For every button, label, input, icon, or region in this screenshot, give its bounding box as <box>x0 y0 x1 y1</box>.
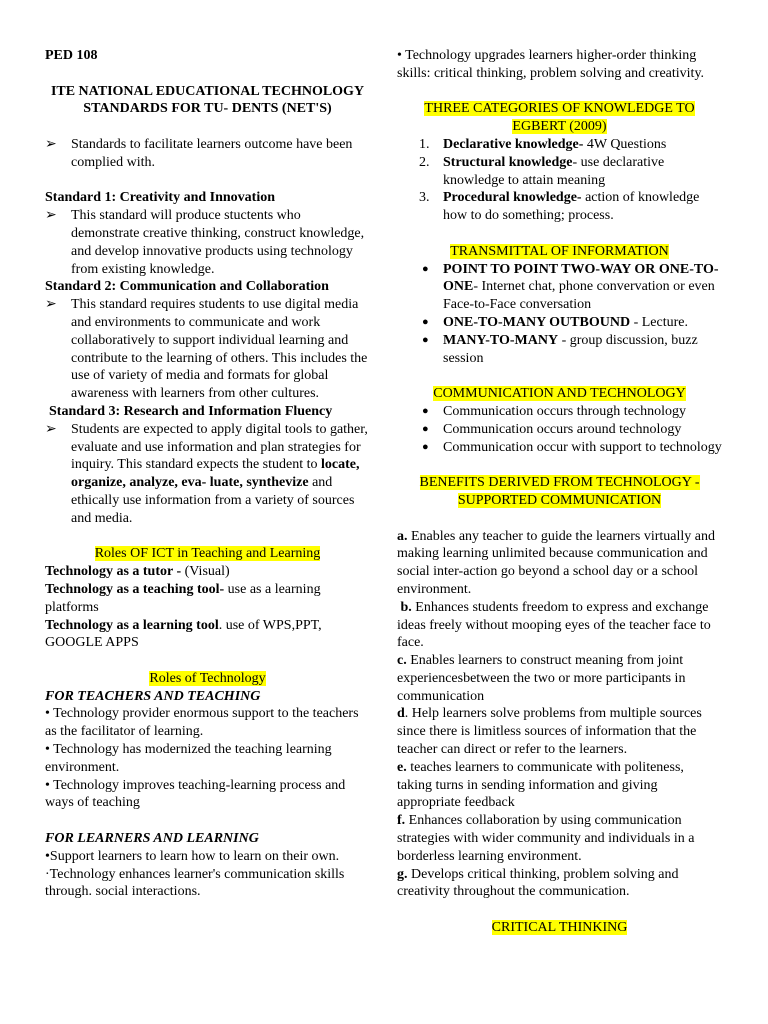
standard3-item <box>45 421 370 528</box>
bullet-icon: ● <box>422 404 429 417</box>
standard2-text: This standard requires students to use digital media and environments to communicate and work collaboratively to support individual learning and contribute to the learning of others. This includes the use of variety of media and formats for global awareness with learners from other cultures. <box>71 297 368 402</box>
roles-ict-heading: Roles OF ICT in Teaching and Learning <box>94 546 321 562</box>
roles-tech-heading: Roles of Technology <box>149 670 266 686</box>
learners-heading: FOR LEARNERS AND LEARNING <box>45 831 259 847</box>
comm-item-2: ● Communication occurs around technology <box>422 421 682 437</box>
critical-thinking-heading: CRITICAL THINKING <box>491 920 628 936</box>
egbert-item-1: 1. Declarative knowledge- 4W Questions <box>419 136 667 152</box>
arrow-bullet-icon: ➢ <box>45 297 57 313</box>
transmittal-item-1: ● POINT TO POINT TWO-WAY OR ONE-TO-ONE- Internet chat, phone convervation or even Face-to-Face conversation <box>422 261 719 313</box>
arrow-bullet-icon: ➢ <box>45 136 57 152</box>
standard1-item <box>45 207 370 278</box>
left-column <box>45 47 370 901</box>
roles-ict-item-3: Technology as a learning tool. use of WPS,PPT, GOOGLE APPS <box>45 617 322 651</box>
egbert-heading: THREE CATEGORIES OF KNOWLEDGE TO EGBERT (2009) <box>424 101 695 135</box>
standard2-heading: Standard 2: Communication and Collaboration <box>45 279 329 295</box>
bullet-icon: ● <box>422 333 429 346</box>
benefits-heading: BENEFITS DERIVED FROM TECHNOLOGY - SUPPORTED COMMUNICATION <box>419 475 700 508</box>
roles-ict-item-2: Technology as a teaching tool- use as a learning platforms <box>45 581 321 615</box>
bullet-icon: ● <box>422 262 429 275</box>
benefit-c: c. Enables learners to construct meaning from joint experiencesbetween the two or more participants in communication <box>397 653 686 704</box>
standard3-text: Students are expected to apply digital tools to gather, evaluate and use information and plan strategies for inquiry. This standard expects the student to locate, organize, analyze, eva- luate, synthevize and ethically use information from a variety of sources and media. <box>71 421 368 526</box>
intro-text: Standards to facilitate learners outcome have been complied with. <box>71 136 353 170</box>
standard3-heading: Standard 3: Research and Information Fluency <box>49 403 333 419</box>
document-title: ITE NATIONAL EDUCATIONAL TECHNOLOGY STANDARDS FOR TU- DENTS (NET'S) <box>50 83 365 117</box>
arrow-bullet-icon: ➢ <box>45 421 57 437</box>
standard1-text: This standard will produce stuctents who demonstrate creative thinking, construct knowledge, and develop innovative products using technology from existing knowledge. <box>71 208 365 277</box>
teachers-item-2: • Technology has modernized the teaching learning environment. <box>45 742 332 775</box>
transmittal-item-3: ● MANY-TO-MANY - group discussion, buzz session <box>422 332 698 366</box>
roles-ict-item-1: Technology as a tutor - (Visual) <box>45 564 230 580</box>
standard2-item <box>45 296 370 403</box>
bullet-icon: ● <box>422 315 429 328</box>
benefit-b: b. Enhances students freedom to express and exchange ideas freely without mooping eyes of the teacher face to face. <box>397 599 715 651</box>
learners-item-2: ·Technology enhances learner's communication skills through. social interactions. <box>45 866 345 900</box>
benefit-e: e. teaches learners to communicate with politeness, taking turns in sending information and giving appropriate feedback <box>397 759 684 811</box>
transmittal-heading: TRANSMITTAL OF INFORMATION <box>450 243 669 259</box>
learners-item-1: •Support learners to learn how to learn on their own. <box>45 848 340 864</box>
continued-item: • Technology upgrades learners higher-order thinking skills: critical thinking, problem solving and creativity. <box>397 48 705 81</box>
standard1-heading: Standard 1: Creativity and Innovation <box>45 190 276 206</box>
intro-item <box>45 136 370 172</box>
teachers-heading: FOR TEACHERS AND TEACHING <box>45 688 261 704</box>
benefit-f: f. Enhances collaboration by using communication strategies with wider community and individuals in a borderless learning environment. <box>397 813 695 864</box>
transmittal-item-2: ● ONE-TO-MANY OUTBOUND - Lecture. <box>422 314 688 330</box>
course-code: PED 108 <box>45 48 98 63</box>
benefit-a: a. Enables any teacher to guide the learners virtually and making learning unlimited because communication and social inter-action go beyond a school day or a school environment. <box>397 528 715 597</box>
bullet-icon: ● <box>422 440 429 453</box>
arrow-bullet-icon: ➢ <box>45 208 57 224</box>
bullet-icon: ● <box>422 422 429 435</box>
egbert-item-3: 3. Procedural knowledge- action of knowledge how to do something; process. <box>419 190 700 224</box>
comm-heading: COMMUNICATION AND TECHNOLOGY <box>433 386 686 402</box>
benefit-g: g. Develops critical thinking, problem solving and creativity throughout the communication. <box>397 866 679 900</box>
comm-item-1: ● Communication occurs through technology <box>422 403 687 419</box>
benefit-d: d. Help learners solve problems from multiple sources since there is limitless sources of information that the teacher can direct or refer to the learners. <box>397 706 702 758</box>
right-column <box>397 47 722 937</box>
egbert-item-2: 2. Structural knowledge- use declarative knowledge to attain meaning <box>419 154 665 188</box>
teachers-item-1: • Technology provider enormous support to the teachers as the facilitator of learning. <box>45 706 359 740</box>
teachers-item-3: • Technology improves teaching-learning process and ways of teaching <box>45 777 346 811</box>
comm-item-3: ● Communication occur with support to technology <box>422 439 722 455</box>
